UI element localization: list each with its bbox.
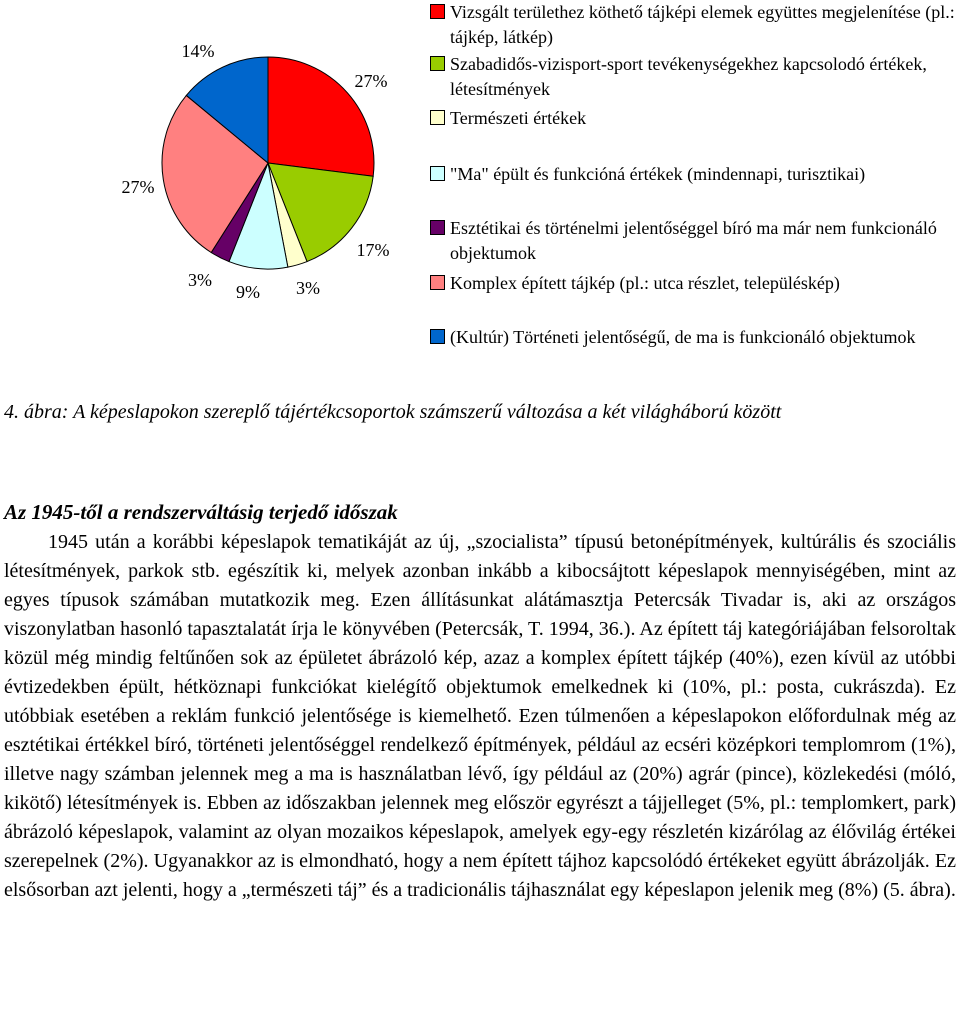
body-paragraph: 1945 után a korábbi képeslapok tematikáját az új, „szocialista” típusú betonépítmények, kultúrális és szociális létesítmények, parkok stb. egészítik ki, melyek azonban inkább a kibocsájtott képeslapok mennyiségében, mint az egyes típusok számában mutatkozik meg. Ezen állításunkat alátámasztja Petercsák Tivadar is, aki az országos viszonylatban hasonló tapasztalatát írja le könyvében (Petercsák, T. 1994, 36.). Az épített táj kategóriájában felsoroltak közül még mindig feltűnően sok az épületet ábrázoló kép, azaz a komplex épített tájkép (40%), ezen kívül az utóbbi évtizedekben épült, hétköznapi funkciókat kielégítő objektumok emelkednek ki (10%, pl.: posta, cukrászda). Ez utóbbiak esetében a reklám funkció jelentősége is kiemelhető. Ezen túlmenően a képeslapokon előfordulnak még az esztétikai értékkel bíró, történeti jelentőséggel rendelkező építmények, például az ecséri középkori templomrom (1%), illetve nagy számban jelennek meg a ma is használatban lévő, így például az (20%) agrár (pince), közlekedési (móló, kikötő) létesítmények is. Ebben az időszakban jelennek meg először egyrészt a tájjelleget (5%, pl.: templomkert, park) ábrázoló képeslapok, valamint az olyan mozaikos képeslapok, amelyek egy-egy részletén kizárólag az élővilág értékei szerepelnek (2%). Ugyanakkor az is elmondható, hogy a nem épített tájhoz kapcsolódó értékeket együtt ábrázolják. Ez elsősorban azt jelenti, hogy a „természeti táj” és a tradicionális tájhasználat egy képeslapon jelenik meg (8%) (5. ábra). [4, 531, 956, 901]
pie-data-label: 3% [188, 270, 212, 290]
figure-caption: 4. ábra: A képeslapokon szereplő tájértékcsoportok számszerű változása a két világháború között [4, 401, 782, 423]
legend-item-landscape [430, 0, 955, 50]
legend-item-natural [430, 106, 955, 131]
legend-swatch [430, 4, 445, 19]
legend-swatch [430, 275, 445, 290]
legend-item-complex-built [430, 271, 955, 296]
legend-item-historic-functional [430, 325, 955, 350]
legend-label: Esztétikai és történelmi jelentőséggel bíró ma már nem funkcionáló objektumok [450, 218, 937, 263]
legend-label: Komplex épített tájkép (pl.: utca részlet, településkép) [450, 273, 840, 293]
pie-data-label: 9% [236, 282, 260, 302]
pie-data-label: 27% [121, 177, 155, 197]
legend-swatch [430, 166, 445, 181]
section-title: Az 1945-től a rendszerváltásig terjedő időszak [4, 500, 398, 524]
pie-chart [0, 0, 420, 320]
legend-swatch [430, 56, 445, 71]
pie-data-label: 14% [181, 41, 215, 61]
pie-data-label: 27% [354, 71, 388, 91]
pie-slices [162, 57, 374, 269]
legend-item-modern-built [430, 162, 955, 187]
legend-label: Szabadidős-vizisport-sport tevékenységekhez kapcsolodó értékek, létesítmények [450, 54, 927, 99]
legend-item-leisure [430, 52, 955, 102]
legend-swatch [430, 329, 445, 344]
legend-label: Természeti értékek [450, 108, 587, 128]
pie-data-label: 3% [296, 278, 320, 298]
pie-data-label: 17% [356, 240, 390, 260]
legend-swatch [430, 220, 445, 235]
legend-label: Vizsgált területhez köthető tájképi elemek együttes megjelenítése (pl.: tájkép, látkép) [450, 2, 955, 47]
legend-swatch [430, 110, 445, 125]
legend-label: "Ma" épült és funkcióná értékek (mindennapi, turisztikai) [450, 164, 866, 184]
legend-item-historic-nonfunctional [430, 216, 955, 266]
legend-label: (Kultúr) Történeti jelentőségű, de ma is funkcionáló objektumok [450, 327, 916, 347]
